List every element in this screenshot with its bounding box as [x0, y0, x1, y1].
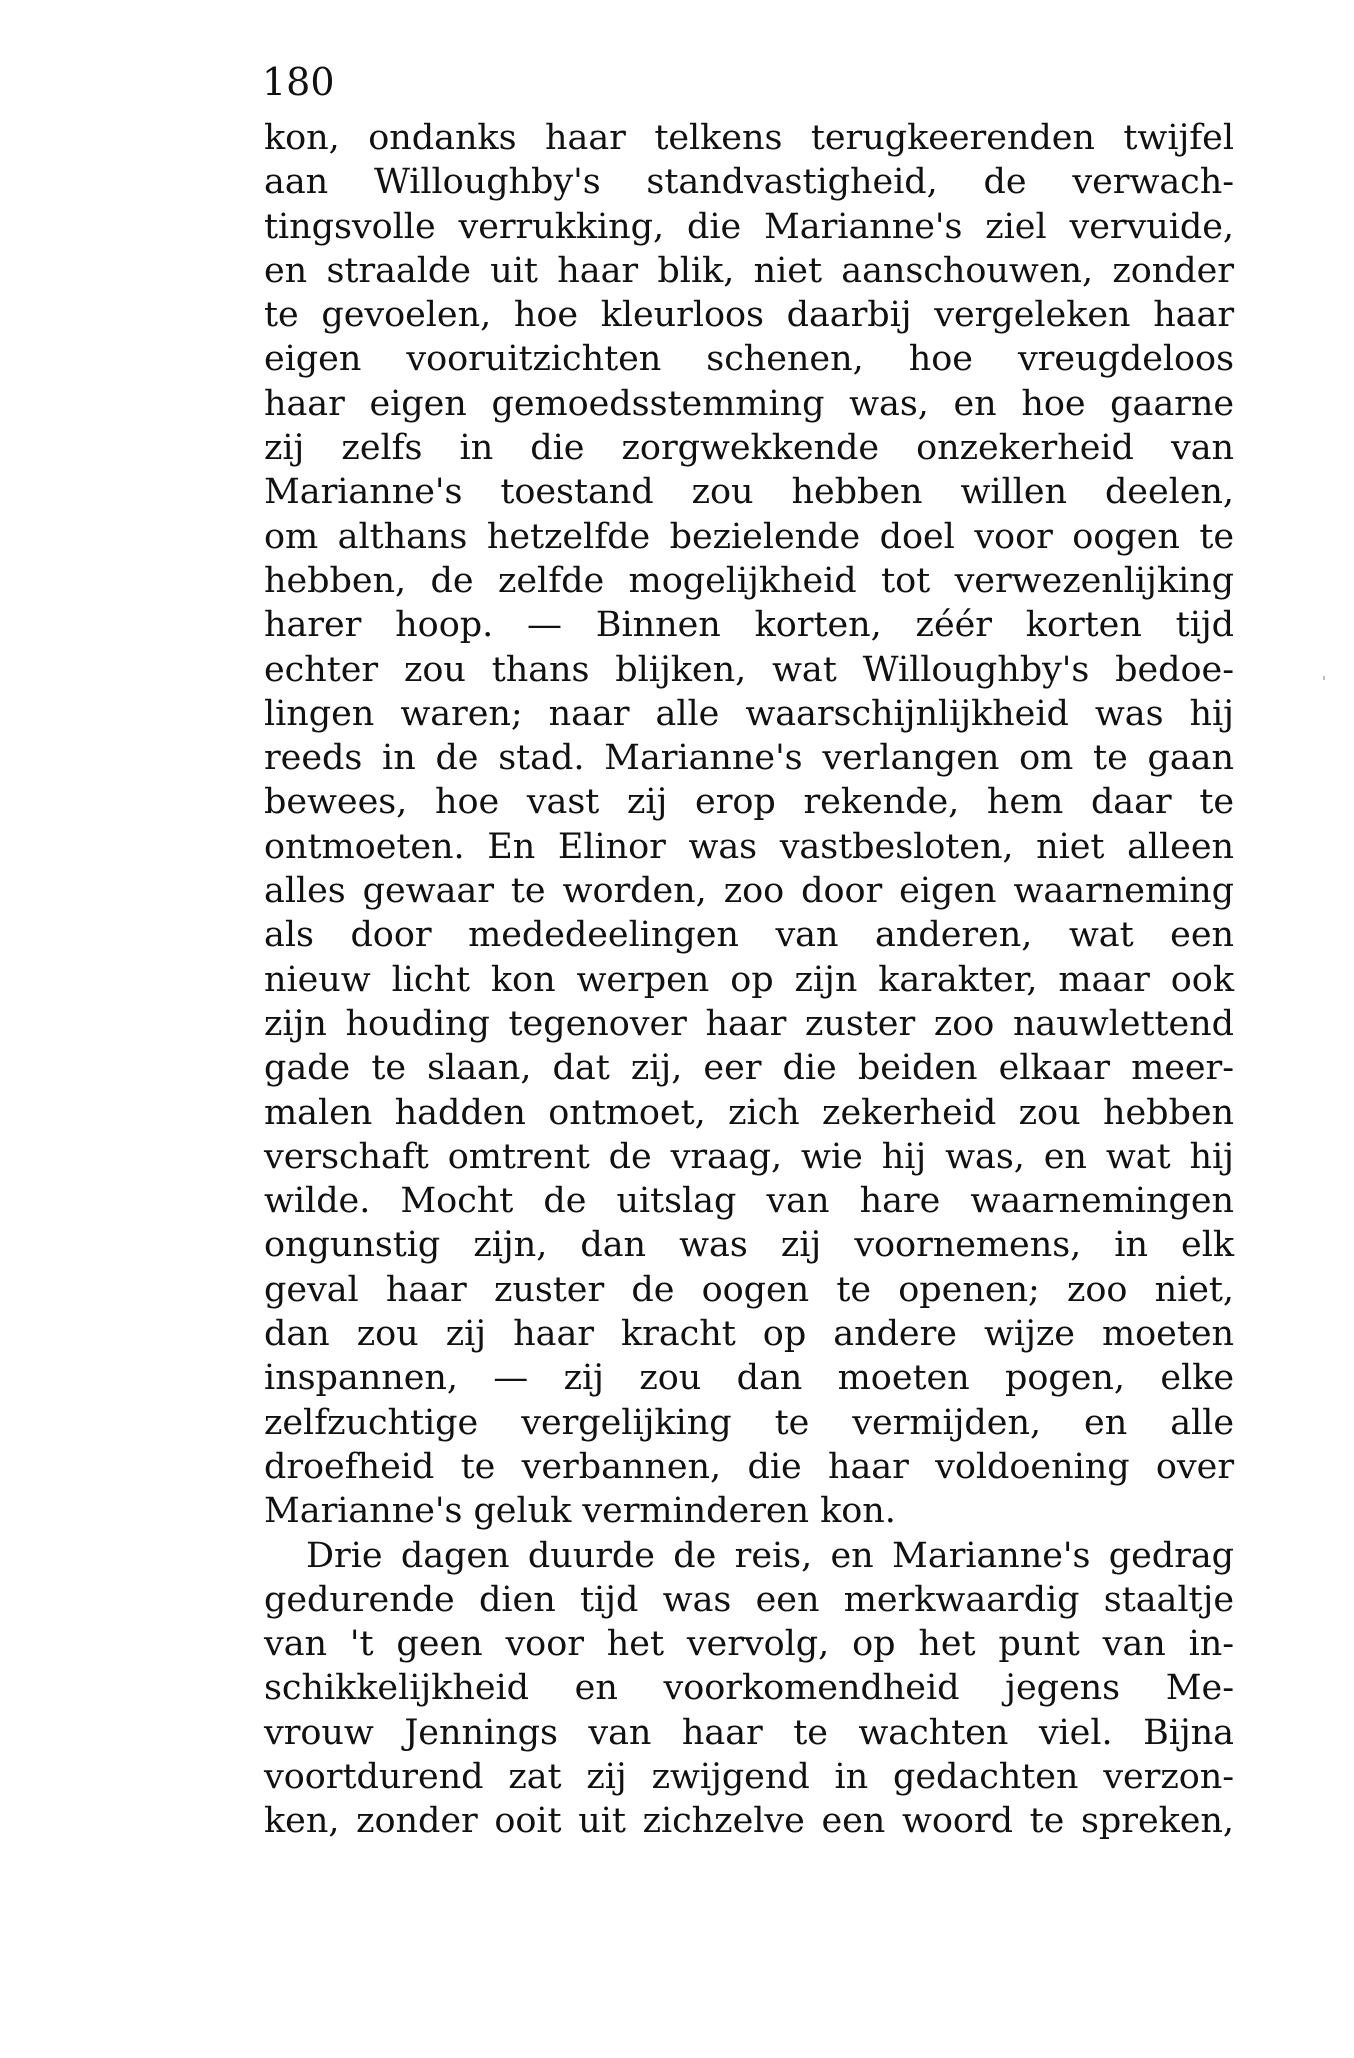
text-line: verschaft omtrent de vraag, wie hij was, en wat hij	[264, 1136, 1234, 1177]
text-line: inspannen, — zij zou dan moeten pogen, elke	[264, 1358, 1234, 1399]
text-line: dan zou zij haar kracht op andere wijze moeten	[264, 1314, 1234, 1355]
page-number: 180	[262, 60, 335, 104]
text-line: aan Willoughby's standvastigheid, de verwach-	[264, 162, 1234, 203]
text-line: droefheid te verbannen, die haar voldoening over	[264, 1446, 1234, 1487]
text-line: en straalde uit haar blik, niet aanschouwen, zonder	[264, 250, 1234, 291]
text-line: eigen vooruitzichten schenen, hoe vreugdeloos	[264, 339, 1234, 380]
text-line: lingen waren; naar alle waarschijnlijkheid was hij	[264, 693, 1234, 734]
text-line: ongunstig zijn, dan was zij voornemens, in elk	[264, 1225, 1234, 1266]
text-line: schikkelijkheid en voorkomendheid jegens Me-	[264, 1668, 1234, 1709]
text-line: Drie dagen duurde de reis, en Marianne's gedrag	[306, 1535, 1234, 1576]
text-line: malen hadden ontmoet, zich zekerheid zou hebben	[264, 1092, 1234, 1133]
body-text	[264, 116, 1234, 1844]
text-line: bewees, hoe vast zij erop rekende, hem daar te	[264, 782, 1234, 823]
text-line: te gevoelen, hoe kleurloos daarbij vergeleken haar	[264, 295, 1234, 336]
text-line: tingsvolle verrukking, die Marianne's ziel vervuide,	[264, 206, 1234, 247]
text-line: zij zelfs in die zorgwekkende onzekerheid van	[264, 428, 1234, 469]
text-line: Marianne's toestand zou hebben willen deelen,	[264, 472, 1234, 513]
text-line: ken, zonder ooit uit zichzelve een woord te spreken,	[264, 1801, 1234, 1842]
text-line: haar eigen gemoedsstemming was, en hoe gaarne	[264, 383, 1234, 424]
text-line: als door mededeelingen van anderen, wat een	[264, 915, 1234, 956]
scan-speck	[1323, 676, 1325, 680]
text-line: echter zou thans blijken, wat Willoughby's bedoe-	[264, 649, 1234, 690]
text-line: wilde. Mocht de uitslag van hare waarnemingen	[264, 1181, 1234, 1222]
text-line: gade te slaan, dat zij, eer die beiden elkaar meer-	[264, 1048, 1234, 1089]
text-line: zijn houding tegenover haar zuster zoo nauwlettend	[264, 1003, 1234, 1044]
text-line: vrouw Jennings van haar te wachten viel. Bijna	[264, 1712, 1234, 1753]
text-line: reeds in de stad. Marianne's verlangen om te gaan	[264, 738, 1234, 779]
text-line: Marianne's geluk verminderen kon.	[264, 1491, 896, 1532]
paragraph-2	[264, 1534, 1234, 1844]
text-line: zelfzuchtige vergelijking te vermijden, en alle	[264, 1402, 1234, 1443]
text-line: om althans hetzelfde bezielende doel voor oogen te	[264, 516, 1234, 557]
text-line: nieuw licht kon werpen op zijn karakter, maar ook	[264, 959, 1234, 1000]
text-line: geval haar zuster de oogen te openen; zoo niet,	[264, 1269, 1234, 1310]
text-line: ontmoeten. En Elinor was vastbesloten, niet alleen	[264, 826, 1234, 867]
paragraph-1	[264, 116, 1234, 1534]
text-line: kon, ondanks haar telkens terugkeerenden twijfel	[264, 118, 1234, 158]
text-line: harer hoop. — Binnen korten, zéér korten tijd	[264, 605, 1234, 646]
text-line: van 't geen voor het vervolg, op het punt van in-	[264, 1624, 1234, 1665]
text-line: voortdurend zat zij zwijgend in gedachten verzon-	[264, 1756, 1234, 1797]
text-line: alles gewaar te worden, zoo door eigen waarneming	[264, 871, 1234, 912]
text-line: hebben, de zelfde mogelijkheid tot verwezenlijking	[264, 560, 1234, 601]
text-line: gedurende dien tijd was een merkwaardig staaltje	[264, 1579, 1234, 1620]
